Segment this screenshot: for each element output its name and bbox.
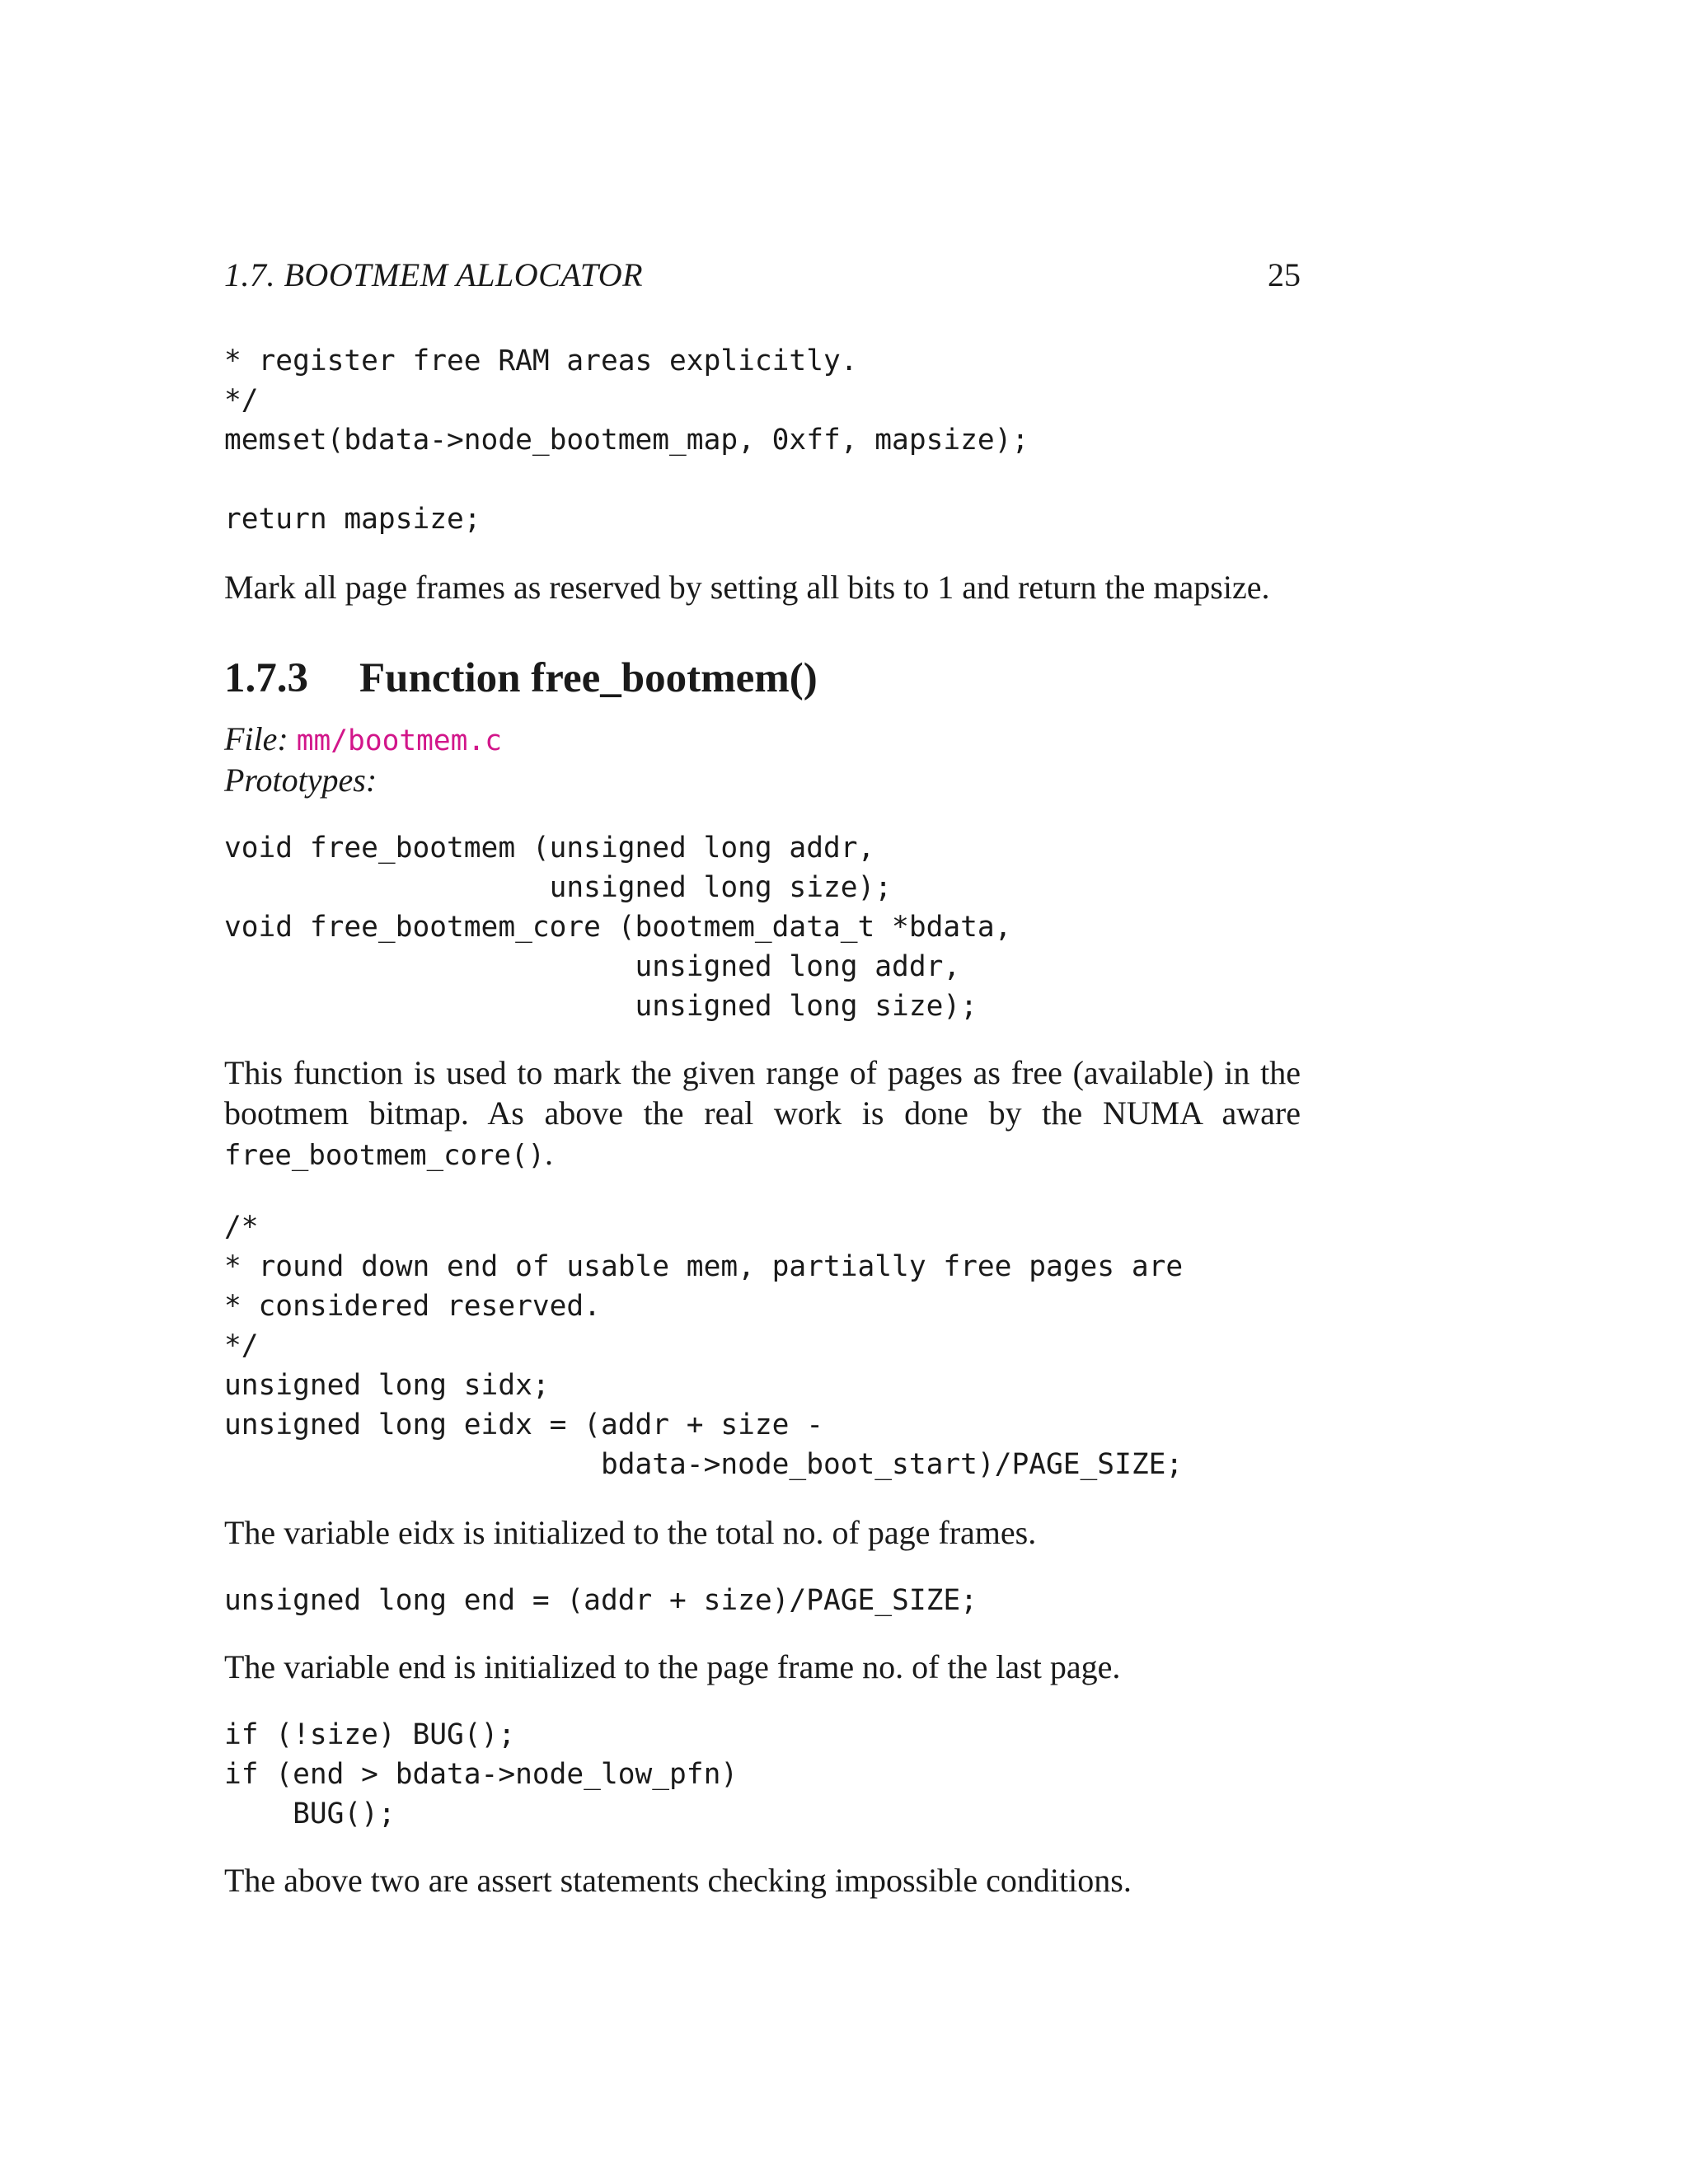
file-label: File: [224, 720, 288, 757]
code-block-bug-checks: if (!size) BUG(); if (end > bdata->node_low_pfn) BUG(); [224, 1718, 738, 1830]
code-block-end: unsigned long end = (addr + size)/PAGE_SIZE; [224, 1584, 978, 1617]
file-path-link[interactable]: mm/bootmem.c [296, 724, 502, 757]
document-page [224, 255, 1301, 1900]
running-header [224, 255, 1301, 305]
code-block-round-down: /* * round down end of usable mem, partially free pages are * considered reserved. */ unsigned long sidx; unsigned long eidx = (addr + size - bdata->node_boot_start)/PAGE_SIZE; [224, 1211, 1184, 1481]
section-heading [224, 654, 1301, 703]
inline-code-free-bootmem-core: free_bootmem_core() [224, 1139, 545, 1172]
paragraph-eidx: The variable eidx is initialized to the total no. of page frames. [224, 1514, 1037, 1551]
paragraph-function-description [224, 1052, 1301, 1176]
section-number: 1.7.3 [224, 655, 308, 701]
section-title: Function free_bootmem() [359, 655, 818, 701]
paragraph-mark-reserved: Mark all page frames as reserved by setting all bits to 1 and return the mapsize. [224, 569, 1270, 606]
paragraph-function-end: . [544, 1135, 553, 1172]
chapter-title: 1.7. BOOTMEM ALLOCATOR [224, 256, 644, 293]
prototypes-label: Prototypes: [224, 762, 377, 799]
code-block-memset: * register free RAM areas explicitly. */ memset(bdata->node_bootmem_map, 0xff, mapsize); return mapsize; [224, 344, 1029, 536]
paragraph-function-text: This function is used to mark the given range of pages as free (available) in the bootmem bitmap. As above the real work is done by the NUMA aware [224, 1054, 1301, 1132]
file-line [224, 719, 1301, 761]
code-block-prototypes: void free_bootmem (unsigned long addr, unsigned long size); void free_bootmem_core (bootmem_data_t *bdata, unsigned long addr, unsigned long size); [224, 832, 1012, 1023]
page-number: 25 [1268, 256, 1301, 293]
paragraph-end: The variable end is initialized to the page frame no. of the last page. [224, 1648, 1121, 1685]
paragraph-assert: The above two are assert statements checking impossible conditions. [224, 1862, 1132, 1899]
